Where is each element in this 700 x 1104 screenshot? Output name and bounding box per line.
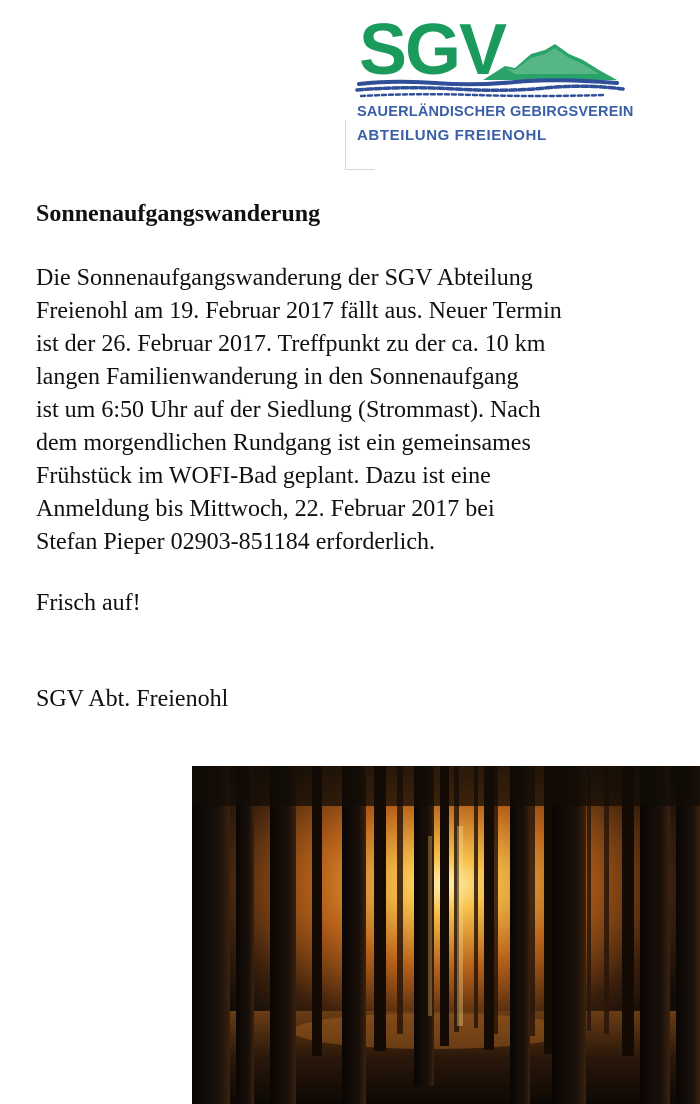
logo-org-name: SAUERLÄNDISCHER GEBIRGSVEREIN xyxy=(357,104,634,120)
signature: SGV Abt. Freienohl xyxy=(36,686,229,712)
paragraph-line: ist der 26. Februar 2017. Treffpunkt zu der ca. 10 km xyxy=(36,331,546,357)
greeting: Frisch auf! xyxy=(36,590,141,616)
logo-wordmark: SGV xyxy=(359,10,506,90)
sgv-logo xyxy=(345,8,635,166)
paragraph-line: langen Familienwanderung in den Sonnenaufgang xyxy=(36,364,519,390)
article-title: Sonnenaufgangswanderung xyxy=(36,201,321,227)
paragraph-line: Frühstück im WOFI-Bad geplant. Dazu ist eine xyxy=(36,463,491,489)
paragraph-line: Anmeldung bis Mittwoch, 22. Februar 2017 bei xyxy=(36,496,495,522)
forest-illustration xyxy=(192,766,700,1104)
paragraph-line: Die Sonnenaufgangswanderung der SGV Abteilung xyxy=(36,265,533,291)
logo-department: ABTEILUNG FREIENOHL xyxy=(357,127,547,144)
forest-sunrise-photo xyxy=(192,766,700,1104)
sgv-logo-mark xyxy=(355,10,625,102)
paragraph-line: Freienohl am 19. Februar 2017 fällt aus. Neuer Termin xyxy=(36,298,562,324)
article-paragraph xyxy=(36,262,562,559)
paragraph-line: Stefan Pieper 02903-851184 erforderlich. xyxy=(36,529,435,555)
logo-divider xyxy=(345,120,346,170)
paragraph-line: dem morgendlichen Rundgang ist ein gemeinsames xyxy=(36,430,531,456)
paragraph-line: ist um 6:50 Uhr auf der Siedlung (Strommast). Nach xyxy=(36,397,541,423)
logo-divider-bottom xyxy=(345,169,375,170)
